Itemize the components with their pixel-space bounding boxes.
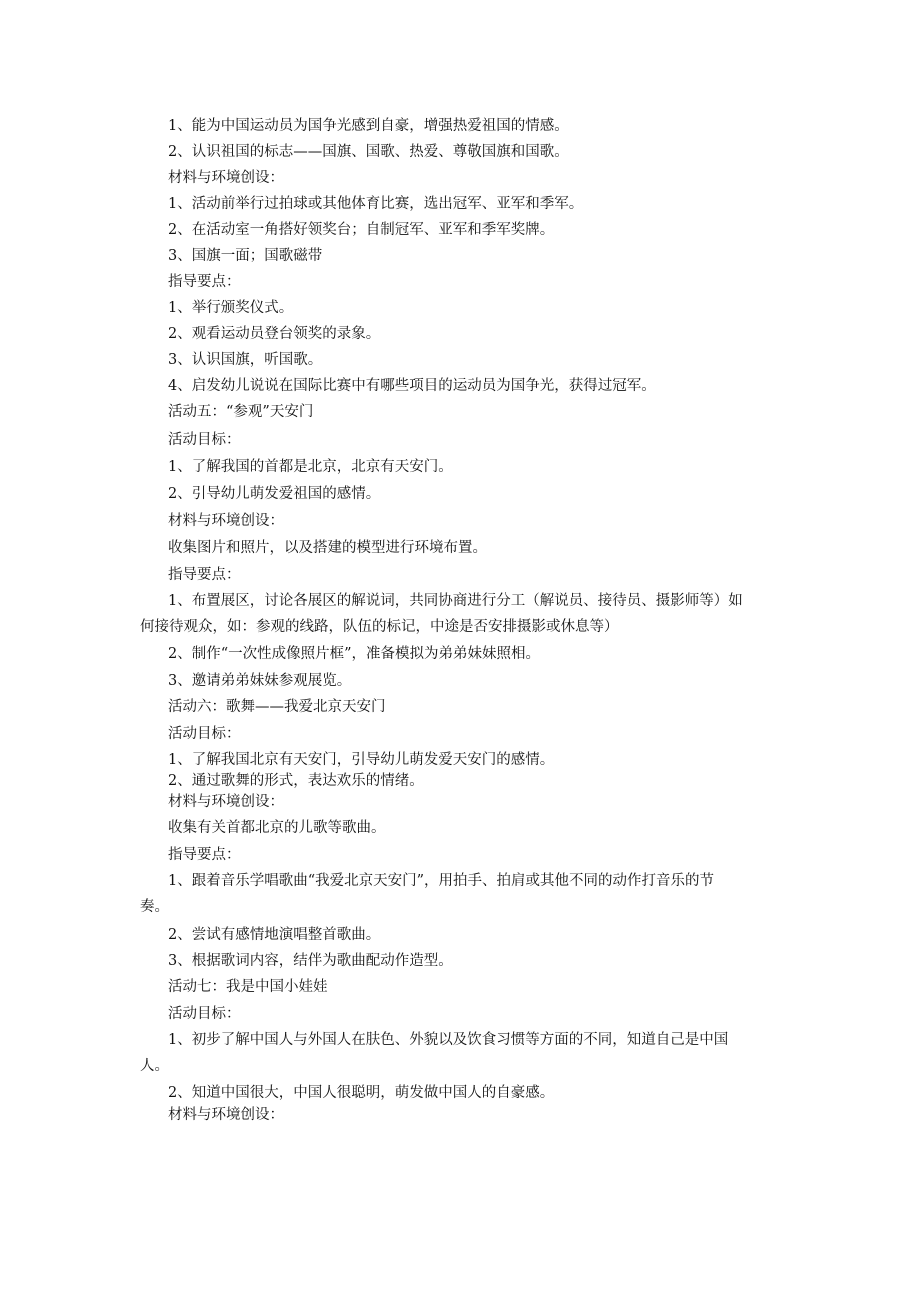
section-label: 材料与环境创设： [168, 513, 284, 529]
text-line: 3、认识国旗，听国歌。 [168, 352, 323, 368]
text-line: 1、布置展区，讨论各展区的解说词，共同协商进行分工（解说员、接待员、摄影师等）如 [168, 593, 743, 609]
activity-heading: 活动五：“参观”天安门 [168, 404, 314, 420]
text-line-continued: 人。 [140, 1058, 169, 1074]
section-label: 材料与环境创设： [168, 1107, 284, 1123]
activity-heading: 活动六：歌舞——我爱北京天安门 [168, 699, 386, 715]
text-line: 1、了解我国的首都是北京，北京有天安门。 [168, 459, 453, 475]
text-line: 3、邀请弟弟妹妹参观展览。 [168, 673, 352, 689]
section-label: 活动目标： [168, 432, 241, 448]
text-line: 4、启发幼儿说说在国际比赛中有哪些项目的运动员为国争光，获得过冠军。 [168, 378, 656, 394]
text-line: 1、能为中国运动员为国争光感到自豪，增强热爱祖国的情感。 [168, 118, 569, 134]
text-line: 1、跟着音乐学唱歌曲“我爱北京天安门”，用拍手、拍肩或其他不同的动作打音乐的节 [168, 873, 715, 889]
section-label: 活动目标： [168, 1006, 241, 1022]
text-line: 2、认识祖国的标志——国旗、国歌、热爱、尊敬国旗和国歌。 [168, 144, 569, 160]
text-line: 1、初步了解中国人与外国人在肤色、外貌以及饮食习惯等方面的不同，知道自己是中国 [168, 1032, 729, 1048]
text-line: 3、根据歌词内容，结伴为歌曲配动作造型。 [168, 953, 453, 969]
text-line: 2、在活动室一角搭好领奖台；自制冠军、亚军和季军奖牌。 [168, 222, 555, 238]
text-line: 1、了解我国北京有天安门，引导幼儿萌发爱天安门的感情。 [168, 752, 555, 768]
text-line: 2、通过歌舞的形式，表达欢乐的情绪。 [168, 773, 424, 789]
activity-heading: 活动七：我是中国小娃娃 [168, 979, 328, 995]
text-line: 2、知道中国很大，中国人很聪明，萌发做中国人的自豪感。 [168, 1085, 555, 1101]
section-label: 指导要点： [168, 567, 241, 583]
section-label: 指导要点： [168, 274, 241, 290]
text-line: 2、观看运动员登台领奖的录象。 [168, 326, 381, 342]
section-label: 指导要点： [168, 847, 241, 863]
section-label: 活动目标： [168, 726, 241, 742]
text-line: 3、国旗一面；国歌磁带 [168, 248, 323, 264]
section-label: 材料与环境创设： [168, 170, 284, 186]
section-label: 材料与环境创设： [168, 794, 284, 810]
text-line-continued: 何接待观众，如：参观的线路，队伍的标记，中途是否安排摄影或休息等） [140, 619, 619, 635]
text-line: 收集图片和照片，以及搭建的模型进行环境布置。 [168, 540, 487, 556]
text-line-continued: 奏。 [140, 899, 169, 915]
text-line: 2、引导幼儿萌发爱祖国的感情。 [168, 486, 381, 502]
text-line: 1、举行颁奖仪式。 [168, 300, 294, 316]
text-line: 2、尝试有感情地演唱整首歌曲。 [168, 927, 381, 943]
text-line: 2、制作“一次性成像照片框”，准备模拟为弟弟妹妹照相。 [168, 646, 541, 662]
text-line: 1、活动前举行过拍球或其他体育比赛，选出冠军、亚军和季军。 [168, 196, 584, 212]
text-line: 收集有关首都北京的儿歌等歌曲。 [168, 820, 386, 836]
